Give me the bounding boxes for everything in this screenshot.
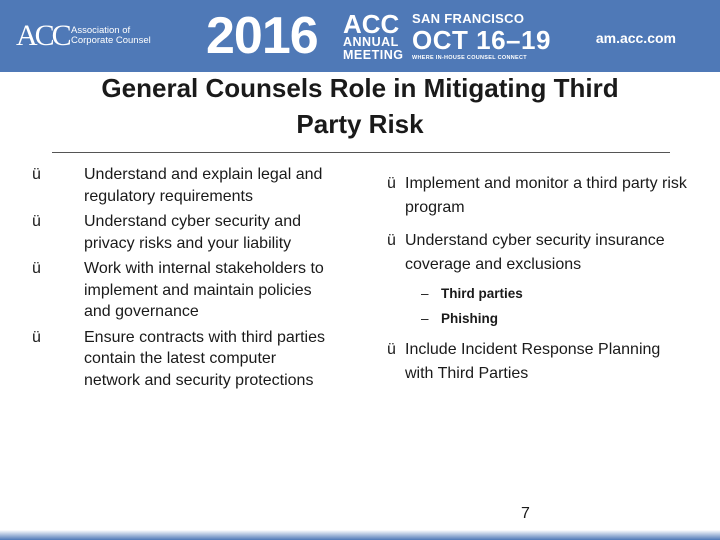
acc-logo-text [71,26,171,46]
event-website: am.acc.com [595,30,676,46]
right-item-text: Understand cyber security insurance coverage and exclusions [405,232,665,273]
dash-icon: – [421,286,429,301]
left-list-item [32,327,332,392]
right-list-item [387,229,687,277]
checkmark-icon: ü [32,213,41,230]
sub-list-item [387,306,687,331]
event-tagline: WHERE IN-HOUSE COUNSEL CONNECT [412,55,527,61]
dash-icon: – [421,311,429,326]
left-list-item [32,211,332,254]
sub-item-text: Third parties [441,286,523,301]
left-item-text: Understand cyber security and privacy risks and your liability [84,213,301,252]
checkmark-icon: ü [387,175,396,192]
right-item-text: Include Incident Response Planning with Third Parties [405,341,661,382]
left-list-item [32,164,332,207]
event-city: SAN FRANCISCO [412,11,525,26]
right-item-text: Implement and monitor a third party risk program [405,175,687,216]
left-bullet-list [32,164,332,395]
page-number: 7 [521,505,530,522]
title-divider [52,152,670,153]
event-year: 2016 [206,7,318,65]
event-dates: OCT 16–19 [412,25,551,55]
checkmark-icon: ü [32,328,41,346]
left-item-text: Ensure contracts with third parties contain the latest computer network and security protections [84,328,325,389]
left-item-text: Understand and explain legal and regulatory requirements [84,166,323,205]
left-item-text: Work with internal stakeholders to implement and maintain policies and governance [84,260,324,320]
meeting-annual: ANNUAL [343,35,399,49]
sub-item-text: Phishing [441,311,498,326]
header-banner [0,0,720,72]
logo-line-2: Corporate Counsel [71,35,151,46]
checkmark-icon: ü [32,166,41,183]
meeting-meeting: MEETING [343,48,404,62]
logo-line-1: Association of [71,25,131,36]
checkmark-icon: ü [387,341,396,358]
footer-gradient-bar [0,530,720,540]
checkmark-icon: ü [387,232,396,249]
meeting-acc: ACC [343,9,400,39]
annual-meeting-label [343,9,404,62]
right-bullet-list [387,172,687,386]
acc-logo [16,18,166,54]
acc-logo-mark: ACC [16,19,69,52]
checkmark-icon: ü [32,260,41,277]
right-list-item [387,338,687,386]
left-list-item [32,258,332,323]
sub-list-item [387,281,687,306]
event-location [412,12,551,62]
right-list-item [387,172,687,220]
slide-title: General Counsels Role in Mitigating Third Party Risk [101,73,619,139]
